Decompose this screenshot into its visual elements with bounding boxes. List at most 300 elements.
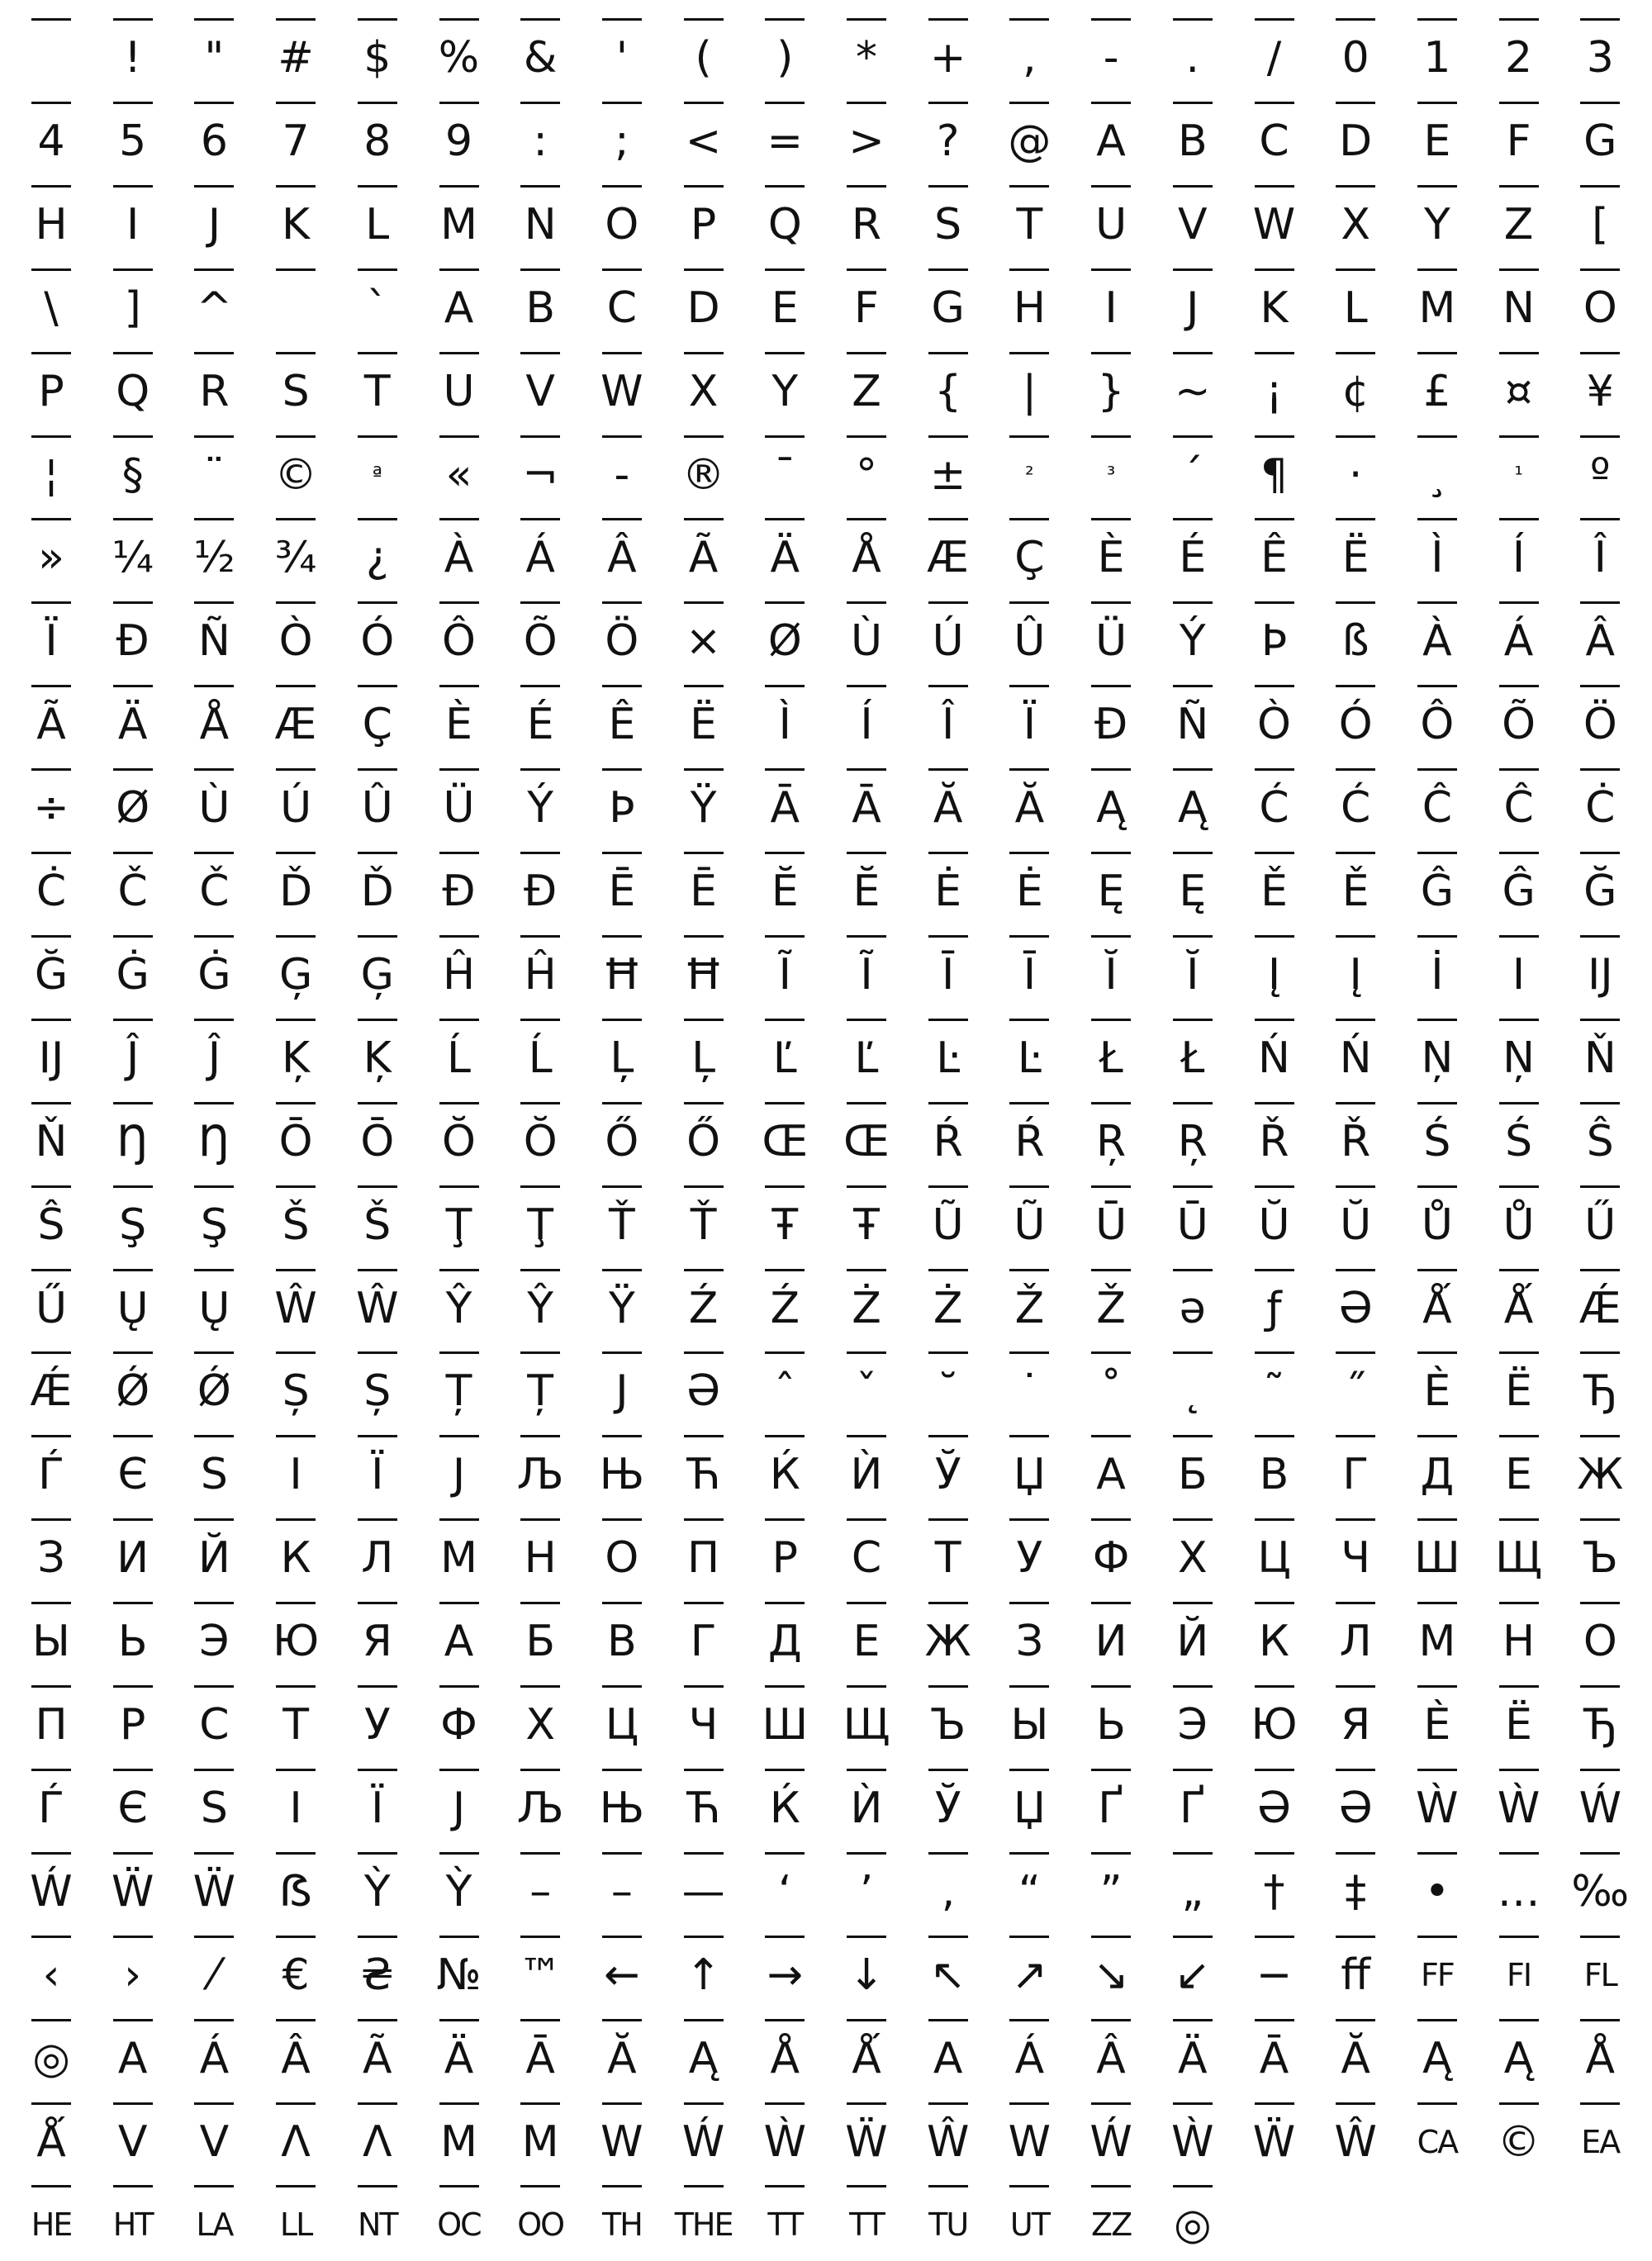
glyph: Õ — [1502, 700, 1536, 750]
glyph-cell — [743, 1512, 826, 1594]
glyph-cell — [1396, 1929, 1479, 2012]
glyph-cell — [10, 262, 93, 344]
cell-top-rule — [358, 685, 397, 687]
glyph: Û — [361, 783, 393, 834]
glyph: Ì — [778, 700, 791, 750]
glyph-cell — [254, 345, 337, 428]
glyph-cell — [1070, 1512, 1152, 1594]
cell-top-rule — [928, 852, 968, 854]
cell-top-rule — [113, 685, 153, 687]
glyph-cell — [907, 1012, 990, 1095]
glyph-cell — [1396, 511, 1479, 594]
cell-top-rule — [928, 1019, 968, 1021]
glyph: Å — [1585, 2033, 1616, 2083]
glyph-cell — [173, 1512, 255, 1594]
glyph-cell — [499, 1679, 582, 1761]
cell-top-rule — [1255, 1769, 1294, 1771]
glyph: Ų — [116, 1283, 149, 1333]
glyph: G — [931, 283, 965, 333]
cell-top-rule — [520, 1852, 560, 1855]
glyph-cell — [92, 511, 174, 594]
glyph-cell — [10, 1262, 93, 1345]
glyph-cell — [662, 845, 745, 928]
glyph: Â — [607, 533, 637, 583]
glyph-cell — [173, 1345, 255, 1427]
glyph-cell — [254, 1179, 337, 1261]
glyph: Ē — [690, 867, 718, 916]
glyph: Ĭ — [1104, 949, 1118, 1000]
cell-top-rule — [1173, 601, 1213, 604]
glyph: Ğ — [1583, 867, 1617, 916]
cell-top-rule — [194, 2102, 234, 2105]
glyph: Ů — [1502, 1199, 1535, 1250]
cell-top-rule — [1417, 1351, 1457, 1354]
glyph: Э — [199, 1617, 230, 1667]
cell-top-rule — [684, 1518, 724, 1521]
glyph: Ŵ — [926, 2116, 970, 2167]
glyph-cell — [1559, 2096, 1641, 2178]
cell-top-rule — [928, 2019, 968, 2021]
glyph: 5 — [119, 116, 147, 166]
glyph: В — [1259, 1450, 1289, 1500]
glyph-row — [10, 929, 1642, 1011]
glyph: Į — [1349, 949, 1362, 1000]
glyph-row — [10, 1512, 1642, 1594]
cell-top-rule — [847, 1769, 886, 1771]
glyph-cell — [254, 1012, 337, 1095]
cell-top-rule — [1336, 1351, 1375, 1354]
cell-top-rule — [1255, 1685, 1294, 1688]
cell-top-rule — [520, 768, 560, 771]
cell-top-rule — [684, 1685, 724, 1688]
glyph-cell — [499, 1262, 582, 1345]
glyph: LL — [279, 2206, 312, 2244]
glyph: § — [121, 449, 144, 500]
cell-top-rule — [1417, 268, 1457, 271]
glyph: С — [851, 1533, 882, 1584]
glyph: Ğ — [34, 949, 69, 1000]
glyph-cell — [92, 1345, 174, 1427]
glyph: Ћ — [686, 1783, 721, 1833]
cell-top-rule — [1580, 768, 1620, 771]
glyph-cell — [1314, 678, 1397, 761]
glyph-cell — [173, 12, 255, 94]
cell-top-rule — [520, 601, 560, 604]
cell-top-rule — [1580, 1936, 1620, 1938]
glyph: A — [117, 2033, 148, 2083]
glyph: ± — [929, 449, 966, 500]
glyph: Ŀ — [936, 1033, 961, 1083]
glyph: 0 — [1341, 33, 1370, 83]
cell-top-rule — [1336, 1936, 1375, 1938]
glyph: Ж — [924, 1617, 971, 1667]
cell-top-rule — [602, 185, 642, 188]
glyph-cell — [418, 1512, 501, 1594]
cell-top-rule — [1255, 518, 1294, 520]
glyph: Ü — [443, 783, 475, 834]
glyph: X — [1341, 199, 1370, 249]
cell-top-rule — [31, 1852, 71, 1855]
cell-top-rule — [602, 1435, 642, 1437]
cell-top-rule — [358, 185, 397, 188]
glyph-cell — [662, 2012, 745, 2095]
cell-top-rule — [439, 2019, 479, 2021]
cell-top-rule — [928, 18, 968, 21]
glyph-cell — [1559, 762, 1641, 844]
cell-top-rule — [928, 1351, 968, 1354]
glyph: ] — [124, 283, 141, 333]
glyph: - — [1103, 33, 1119, 83]
glyph-cell — [743, 1262, 826, 1345]
cell-top-rule — [1336, 102, 1375, 104]
glyph-cell — [1151, 1345, 1234, 1427]
glyph-cell — [988, 2178, 1070, 2261]
cell-top-rule — [439, 768, 479, 771]
glyph-cell — [1233, 678, 1316, 761]
glyph: Ŵ — [1334, 2116, 1377, 2167]
glyph: Ẁ — [1171, 2116, 1214, 2167]
glyph-cell — [1151, 1428, 1234, 1511]
glyph-row — [10, 845, 1642, 928]
glyph: OO — [517, 2206, 564, 2244]
glyph: Ń — [1258, 1033, 1290, 1083]
cell-top-rule — [1417, 518, 1457, 520]
glyph-cell — [1559, 1512, 1641, 1594]
glyph: | — [1022, 366, 1037, 416]
glyph: Ф — [440, 1700, 477, 1750]
glyph-cell — [1314, 1595, 1397, 1678]
glyph: Ĝ — [1420, 867, 1455, 916]
cell-top-rule — [1255, 1435, 1294, 1437]
glyph: K — [282, 199, 311, 249]
glyph-cell — [662, 1095, 745, 1178]
glyph-cell — [907, 1428, 990, 1511]
glyph-cell — [907, 1929, 990, 2012]
cell-top-rule — [276, 2102, 316, 2105]
glyph: Ó — [360, 616, 395, 667]
cell-top-rule — [1255, 1518, 1294, 1521]
glyph: HT — [112, 2206, 153, 2244]
glyph: Щ — [1495, 1533, 1543, 1584]
cell-top-rule — [113, 18, 153, 21]
glyph-cell — [1070, 262, 1152, 344]
glyph-cell — [1559, 678, 1641, 761]
cell-top-rule — [520, 1936, 560, 1938]
cell-top-rule — [358, 1019, 397, 1021]
cell-top-rule — [1336, 768, 1375, 771]
glyph: Н — [524, 1533, 557, 1584]
glyph-cell — [1314, 929, 1397, 1011]
glyph: Ĳ — [1587, 949, 1613, 1000]
glyph: ‹ — [42, 1950, 60, 2000]
glyph-cell — [336, 1929, 419, 2012]
glyph-cell — [173, 762, 255, 844]
glyph: Ŵ — [356, 1283, 399, 1333]
cell-top-rule — [1091, 1936, 1131, 1938]
cell-top-rule — [1499, 1185, 1539, 1188]
glyph: « — [445, 449, 472, 500]
glyph-cell — [743, 1762, 826, 1845]
cell-top-rule — [765, 685, 805, 687]
glyph: В — [607, 1617, 637, 1667]
glyph-cell — [988, 345, 1070, 428]
glyph-cell — [10, 595, 93, 677]
cell-top-rule — [31, 1269, 71, 1271]
glyph: Đ — [442, 867, 476, 916]
cell-top-rule — [113, 1936, 153, 1938]
glyph-cell — [10, 1345, 93, 1427]
glyph-cell — [499, 1929, 582, 2012]
glyph-cell — [581, 1428, 663, 1511]
cell-top-rule — [1173, 1435, 1213, 1437]
glyph: Ÿ — [690, 783, 717, 834]
cell-top-rule — [1173, 852, 1213, 854]
glyph: Ѓ — [38, 1783, 64, 1833]
glyph-cell — [1396, 178, 1479, 261]
glyph: Ä — [444, 2033, 474, 2083]
glyph: Þ — [609, 783, 635, 834]
glyph: Ỳ — [363, 1866, 391, 1917]
glyph-cell — [92, 429, 174, 511]
glyph: Ş — [200, 1199, 228, 1250]
glyph-cell — [336, 1179, 419, 1261]
glyph: M — [440, 2116, 477, 2167]
glyph: < — [685, 116, 722, 166]
glyph-cell — [499, 429, 582, 511]
glyph: Ю — [273, 1617, 320, 1667]
cell-top-rule — [1499, 768, 1539, 771]
glyph: Б — [525, 1617, 556, 1667]
glyph: ↖ — [929, 1950, 966, 2000]
glyph: Ź — [770, 1283, 800, 1333]
glyph: Ø — [116, 783, 150, 834]
cell-top-rule — [765, 518, 805, 520]
glyph: ˛ — [1181, 1366, 1203, 1417]
glyph-cell — [92, 1512, 174, 1594]
cell-top-rule — [520, 1518, 560, 1521]
glyph-cell — [581, 595, 663, 677]
cell-top-rule — [765, 852, 805, 854]
cell-top-rule — [1091, 2019, 1131, 2021]
glyph-cell — [581, 345, 663, 428]
glyph-cell — [336, 1428, 419, 1511]
glyph-cell — [662, 1679, 745, 1761]
cell-top-rule — [31, 518, 71, 520]
cell-top-rule — [928, 1685, 968, 1688]
glyph-cell — [1314, 12, 1397, 94]
glyph-cell — [907, 345, 990, 428]
cell-top-rule — [113, 352, 153, 354]
glyph: Ĳ — [38, 1033, 64, 1083]
cell-top-rule — [847, 2102, 886, 2105]
cell-top-rule — [1255, 1019, 1294, 1021]
cell-top-rule — [1580, 102, 1620, 104]
glyph: Ľ — [772, 1033, 797, 1083]
glyph-cell — [1070, 2012, 1152, 2095]
glyph-cell — [662, 762, 745, 844]
glyph-cell — [499, 1345, 582, 1427]
cell-top-rule — [928, 685, 968, 687]
glyph: ə — [1179, 1283, 1206, 1333]
glyph: V — [1178, 199, 1208, 249]
cell-top-rule — [194, 768, 234, 771]
glyph-cell — [418, 595, 501, 677]
glyph-cell — [988, 1262, 1070, 1345]
glyph-cell — [10, 1512, 93, 1594]
cell-top-rule — [520, 852, 560, 854]
cell-top-rule — [1336, 2102, 1375, 2105]
glyph-cell — [1233, 1179, 1316, 1261]
glyph: Ű — [1584, 1199, 1616, 1250]
glyph — [10, 28, 93, 88]
glyph: Ẁ — [1497, 1783, 1540, 1833]
glyph: Ы — [32, 1617, 70, 1667]
glyph-cell — [581, 1512, 663, 1594]
cell-top-rule — [847, 268, 886, 271]
cell-top-rule — [1009, 1019, 1049, 1021]
glyph: Ґ — [1179, 1783, 1206, 1833]
glyph: … — [1497, 1866, 1540, 1917]
glyph: Ẃ — [30, 1866, 73, 1917]
glyph: ° — [856, 449, 877, 500]
glyph: Ç — [362, 700, 392, 750]
glyph: Ќ — [769, 1783, 800, 1833]
glyph-cell — [1396, 678, 1479, 761]
glyph: ↘ — [1093, 1950, 1129, 2000]
cell-top-rule — [1255, 185, 1294, 188]
glyph-cell — [173, 1428, 255, 1511]
glyph-cell — [336, 845, 419, 928]
cell-top-rule — [1009, 352, 1049, 354]
glyph: Ə — [686, 1366, 721, 1417]
glyph: Ň — [1583, 1033, 1616, 1083]
glyph-cell — [10, 678, 93, 761]
glyph: FL — [1583, 1956, 1616, 1993]
cell-top-rule — [1009, 268, 1049, 271]
cell-top-rule — [31, 1185, 71, 1188]
cell-top-rule — [439, 435, 479, 438]
cell-top-rule — [439, 1102, 479, 1104]
glyph: Ý — [1179, 616, 1206, 667]
glyph-cell — [825, 2178, 908, 2261]
cell-top-rule — [684, 1936, 724, 1938]
glyph-cell — [581, 845, 663, 928]
glyph-cell — [1559, 1679, 1641, 1761]
glyph: Ť — [609, 1199, 635, 1250]
glyph: Å — [852, 533, 881, 583]
glyph: Ę — [1097, 867, 1125, 916]
cell-top-rule — [1499, 435, 1539, 438]
glyph-cell — [825, 1762, 908, 1845]
cell-top-rule — [1336, 1852, 1375, 1855]
glyph-row — [10, 1762, 1642, 1845]
glyph: ↙ — [1175, 1950, 1211, 2000]
glyph: Á — [1014, 2033, 1045, 2083]
cell-top-rule — [276, 1102, 316, 1104]
glyph: Ž — [1096, 1283, 1126, 1333]
cell-top-rule — [1255, 1936, 1294, 1938]
glyph-cell — [581, 1179, 663, 1261]
glyph: ƒ — [1266, 1283, 1282, 1333]
glyph-cell — [1233, 1679, 1316, 1761]
glyph-cell — [173, 95, 255, 178]
cell-top-rule — [31, 268, 71, 271]
cell-top-rule — [520, 1351, 560, 1354]
glyph-cell — [662, 345, 745, 428]
glyph: È — [1097, 533, 1125, 583]
cell-top-rule — [847, 185, 886, 188]
glyph: ¦ — [44, 449, 59, 500]
glyph: Â — [1096, 2033, 1126, 2083]
cell-top-rule — [1499, 1019, 1539, 1021]
cell-top-rule — [1091, 935, 1131, 938]
glyph-cell — [825, 845, 908, 928]
glyph-cell — [825, 1929, 908, 2012]
cell-top-rule — [358, 1518, 397, 1521]
glyph-cell — [254, 262, 337, 344]
cell-top-rule — [1417, 1185, 1457, 1188]
glyph-cell — [1151, 595, 1234, 677]
glyph-cell — [1151, 1179, 1234, 1261]
glyph-cell — [907, 1095, 990, 1178]
glyph: ” — [1099, 1866, 1123, 1917]
glyph: J — [615, 1366, 629, 1417]
cell-top-rule — [113, 1269, 153, 1271]
cell-top-rule — [1499, 1769, 1539, 1771]
cell-top-rule — [1580, 518, 1620, 520]
glyph: Ą — [688, 2033, 719, 2083]
glyph: К — [1259, 1617, 1289, 1667]
glyph: Й — [1176, 1617, 1209, 1667]
glyph: T — [363, 366, 391, 416]
cell-top-rule — [1091, 2102, 1131, 2105]
glyph-cell — [1070, 1179, 1152, 1261]
glyph-cell — [1559, 95, 1641, 178]
cell-top-rule — [520, 1185, 560, 1188]
cell-top-rule — [194, 601, 234, 604]
glyph-cell — [825, 1262, 908, 1345]
glyph: © — [274, 449, 318, 500]
cell-top-rule — [113, 1685, 153, 1688]
glyph: ª — [372, 462, 382, 487]
glyph: TT — [767, 2206, 803, 2244]
glyph-cell — [1559, 1595, 1641, 1678]
glyph: Ş — [119, 1199, 147, 1250]
glyph: Í — [1512, 533, 1526, 583]
glyph-row — [10, 595, 1642, 677]
glyph-cell — [254, 1095, 337, 1178]
glyph-cell — [336, 678, 419, 761]
glyph-cell — [1396, 429, 1479, 511]
glyph-cell — [581, 95, 663, 178]
glyph: Ģ — [278, 949, 313, 1000]
glyph: Ё — [1505, 1366, 1533, 1417]
cell-top-rule — [358, 352, 397, 354]
cell-top-rule — [276, 935, 316, 938]
cell-top-rule — [847, 1351, 886, 1354]
glyph: J — [1186, 283, 1199, 333]
cell-top-rule — [439, 1185, 479, 1188]
glyph: Ě — [1341, 867, 1370, 916]
glyph: Ŝ — [37, 1199, 65, 1250]
glyph: Р — [120, 1700, 146, 1750]
cell-top-rule — [684, 2019, 724, 2021]
cell-top-rule — [520, 435, 560, 438]
cell-top-rule — [194, 102, 234, 104]
glyph-cell — [499, 845, 582, 928]
glyph-cell — [1233, 2012, 1316, 2095]
cell-top-rule — [194, 2185, 234, 2187]
